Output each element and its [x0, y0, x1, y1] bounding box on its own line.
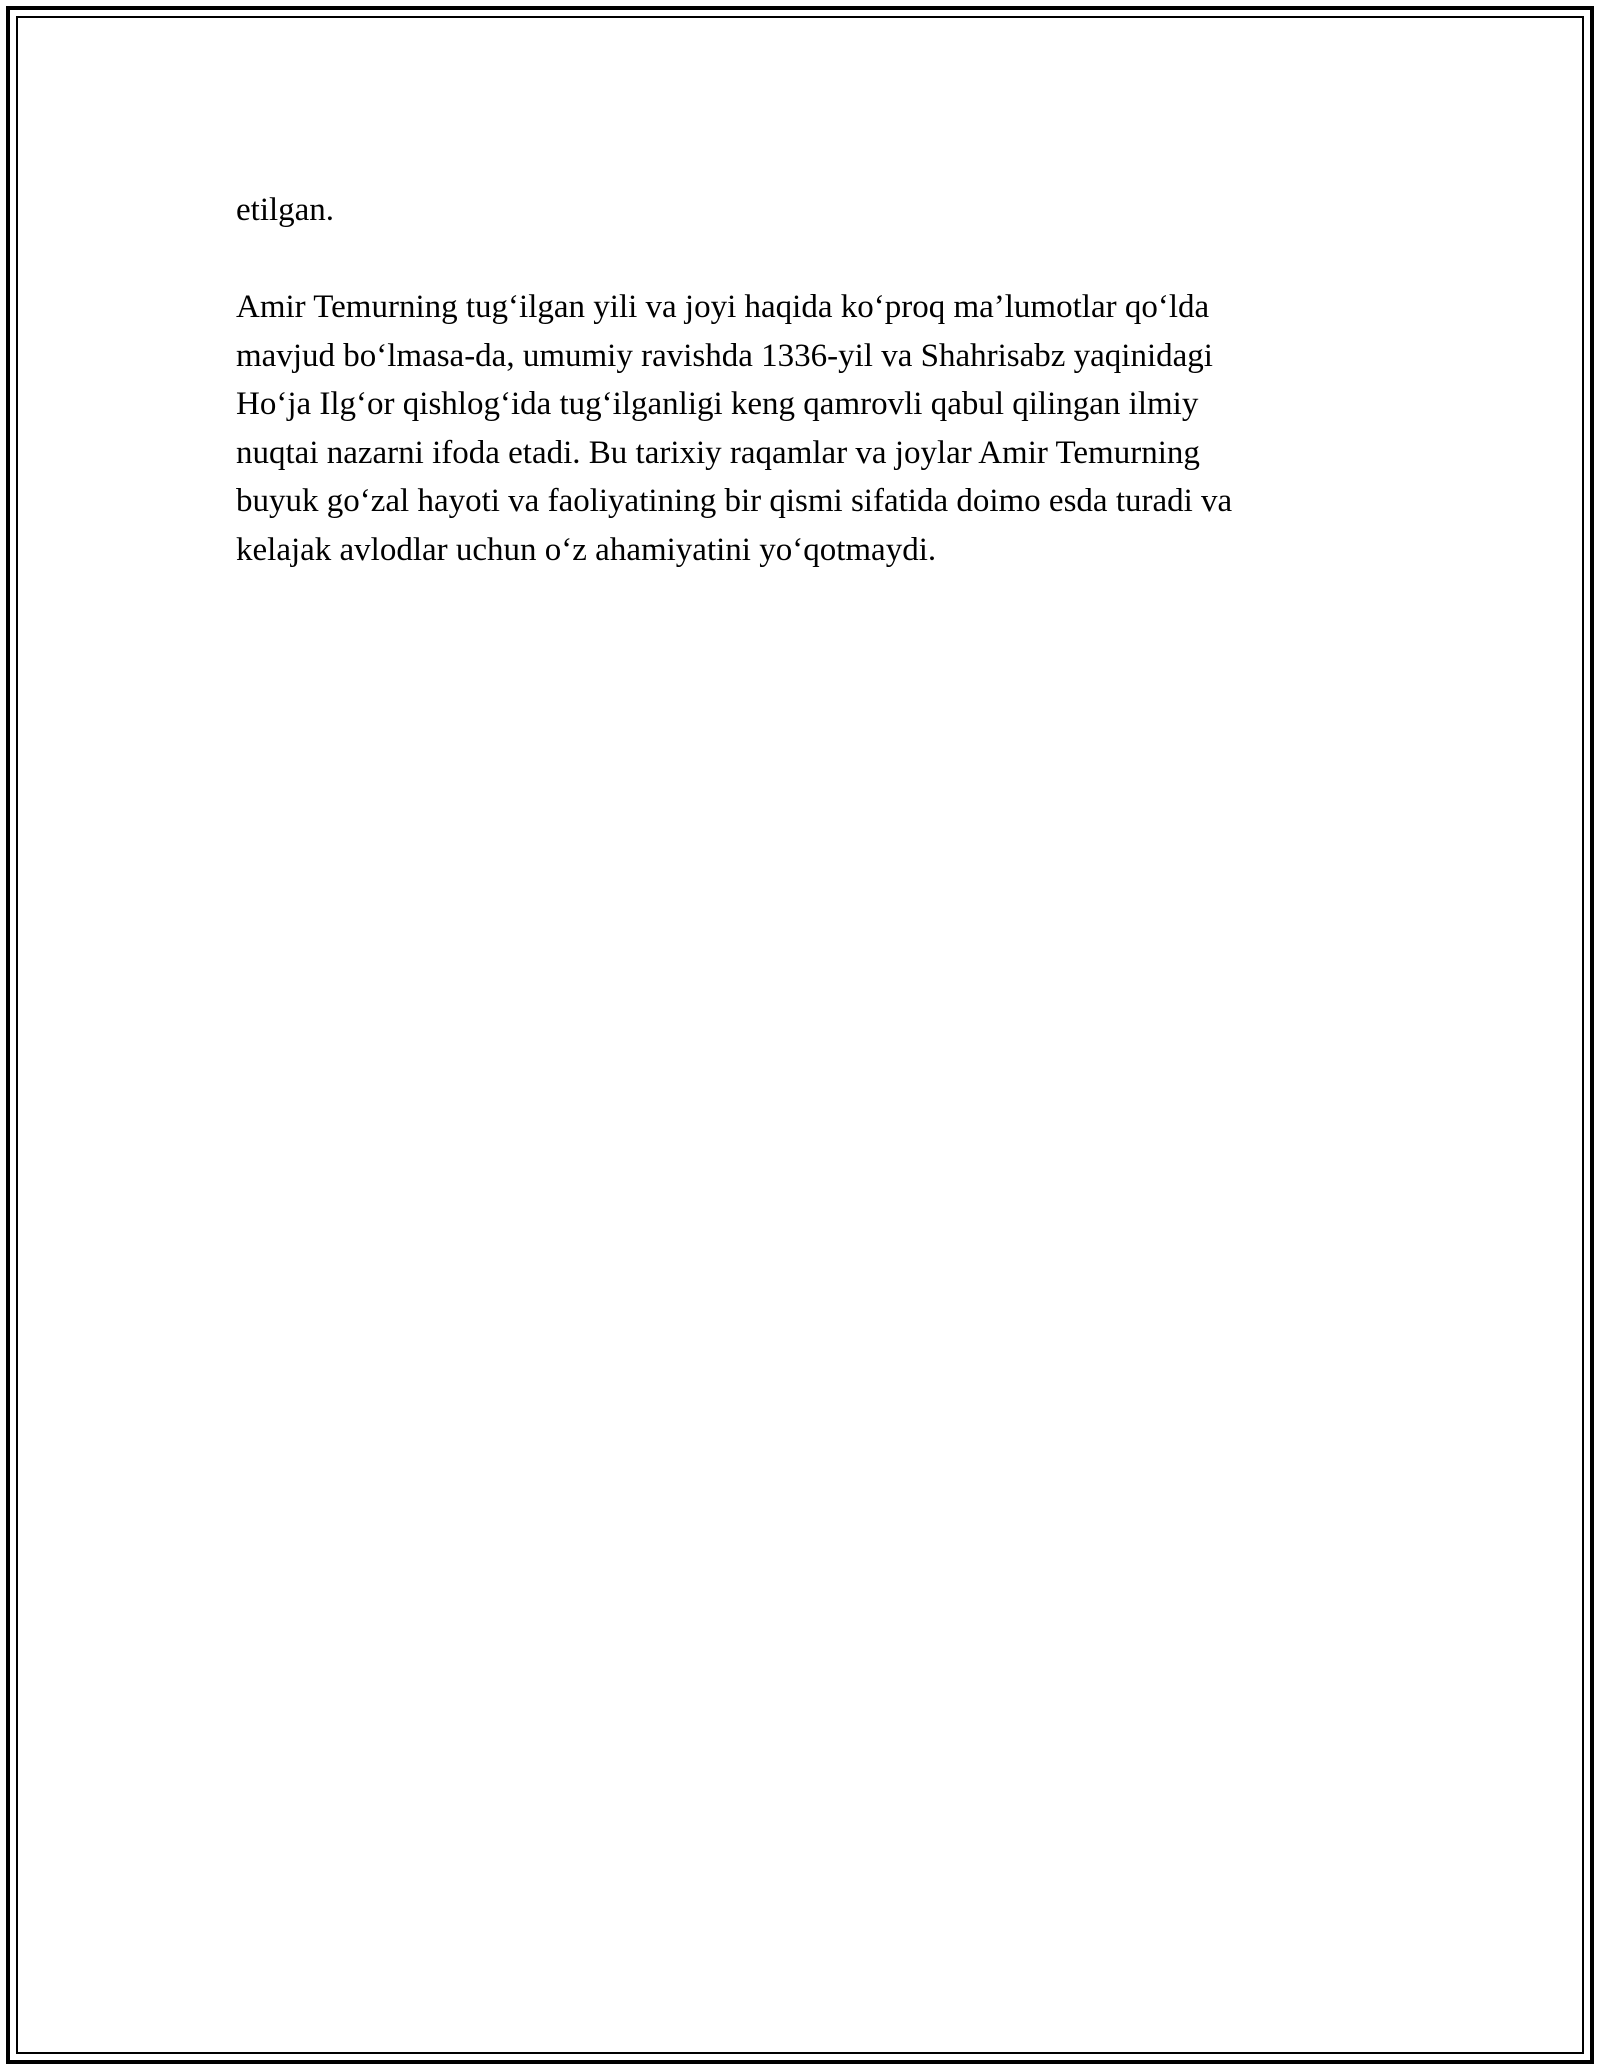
- page-content: [236, 186, 1366, 574]
- paragraph-1: [236, 186, 1366, 235]
- text-line: mavjud bo‘lmasa-da, umumiy ravishda 1336-yil va Shahrisabz yaqinidagi: [236, 337, 1213, 374]
- text-line: Amir Temurning tug‘ilgan yili va joyi haqida ko‘proq ma’lumotlar qo‘lda: [236, 289, 1210, 325]
- text-line: nuqtai nazarni ifoda etadi. Bu tarixiy raqamlar va joylar Amir Temurning: [236, 434, 1200, 471]
- text-line: buyuk go‘zal hayoti va faoliyatining bir qismi sifatida doimo esda turadi va: [236, 483, 1233, 519]
- text-line: Ho‘ja Ilg‘or qishlog‘ida tug‘ilganligi keng qamrovli qabul qilingan ilmiy: [236, 386, 1199, 422]
- text-line: kelajak avlodlar uchun o‘z ahamiyatini yo‘qotmaydi.: [236, 531, 937, 568]
- paragraph-spacing: [236, 235, 1366, 284]
- paragraph-2: [236, 283, 1366, 574]
- text-line: etilgan.: [236, 192, 335, 228]
